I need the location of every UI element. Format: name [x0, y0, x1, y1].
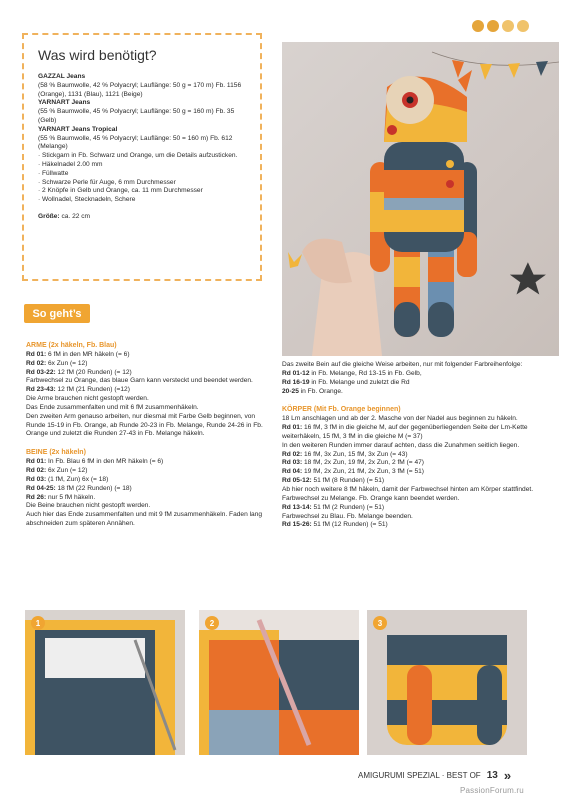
row-number: Rd 13-14:	[282, 503, 312, 511]
row-number: 20-25	[282, 387, 299, 395]
instruction-text: Farbwechsel zu Blau. Fb. Melange beenden.	[282, 512, 413, 520]
material-item: · Häkelnadel 2.00 mm	[38, 160, 103, 168]
materials-box	[22, 33, 262, 281]
row-instruction	[282, 424, 537, 442]
step-photo-1	[25, 610, 185, 755]
row-text: 51 fM (12 Runden) (= 51)	[311, 521, 388, 529]
row-text: 6x Zun (= 12)	[46, 466, 88, 474]
row-text: in Fb. Melange und zuletzt die Rd	[309, 378, 410, 386]
instruction-text: Die Arme brauchen nicht gestopft werden.	[26, 395, 149, 403]
page-number: 13	[486, 770, 498, 781]
row-instruction	[282, 504, 537, 513]
step-photo-3	[367, 610, 527, 755]
section-heading-legs: BEINE (2x häkeln)	[26, 449, 86, 457]
row-instruction	[282, 468, 537, 477]
row-instruction	[282, 388, 537, 397]
row-number: Rd 16-19	[282, 378, 310, 386]
row-instruction	[282, 521, 537, 530]
row-text: 18 fM (22 Runden) (= 18)	[55, 484, 132, 492]
row-instruction	[26, 351, 274, 360]
row-text: 18 fM, 2x Zun, 19 fM, 2x Zun, 2 fM (= 47)	[302, 459, 425, 467]
instruction-text: Das zweite Bein auf die gleiche Weise arbeiten, nur mit folgender Farbreihenfolge:	[282, 361, 523, 368]
material-item: · Stickgarn in Fb. Schwarz und Orange, um die Details aufzusticken.	[38, 152, 238, 160]
row-instruction	[26, 386, 274, 395]
row-text: 6x Zun (= 12)	[46, 359, 88, 367]
step-badge: 1	[31, 616, 45, 630]
row-number: Rd 26:	[26, 493, 47, 501]
main-photo	[282, 42, 559, 356]
chapter-dot	[502, 20, 514, 32]
row-number: Rd 04-25:	[26, 484, 56, 492]
chapter-dot	[472, 20, 484, 32]
yarn-desc: (58 % Baumwolle, 42 % Polyacryl; Lauflänge: 50 g = 170 m) Fb. 1156 (Orange), 1131 (Blau), 1121 (Beige)	[38, 81, 242, 98]
material-item: · Wollnadel, Stecknadeln, Schere	[38, 196, 136, 204]
row-number: Rd 01:	[26, 458, 47, 466]
row-instruction	[282, 459, 537, 468]
material-item: · Füllwatte	[38, 169, 69, 177]
next-arrow-icon[interactable]: »	[503, 768, 512, 783]
material-item: · 2 Knöpfe in Gelb und Orange, ca. 11 mm Durchmesser	[38, 187, 203, 195]
row-instruction	[282, 379, 537, 388]
section-heading-arms: ARME (2x häkeln, Fb. Blau)	[26, 342, 117, 349]
row-number: Rd 01-12	[282, 369, 310, 377]
row-instruction	[26, 476, 274, 485]
step-3-illustration	[367, 610, 527, 755]
row-number: Rd 01:	[26, 350, 47, 358]
row-instruction	[282, 370, 537, 379]
chapter-dot	[487, 20, 499, 32]
chapter-dot	[517, 20, 529, 32]
yarn-desc: (55 % Baumwolle, 45 % Polyacryl; Lauflänge: 50 g = 160 m) Fb. 35 (Gelb)	[38, 108, 235, 124]
row-text: 19 fM, 2x Zun, 21 fM, 2x Zun, 3 fM (= 51)	[302, 468, 425, 476]
row-number: Rd 02:	[26, 466, 47, 474]
step-photo-2	[199, 610, 359, 755]
row-number: Rd 02:	[282, 450, 303, 458]
row-number: Rd 03:	[282, 459, 303, 467]
row-number: Rd 03-22:	[26, 368, 56, 376]
instruction-text: Das Ende zusammenfalten und mit 6 fM zusammenhäkeln.	[26, 403, 199, 411]
row-text: 6 fM in den MR häkeln (= 6)	[46, 350, 130, 358]
yarn-name: GAZZAL Jeans	[38, 73, 86, 80]
row-text: 16 fM, 3 fM in die gleiche M, auf der gegenüberliegenden Seite der Lm-Kette weiterhäkeln, 15 fM, 3 fM in die gleiche M (= 37)	[282, 424, 528, 440]
chapter-dots	[472, 20, 529, 32]
row-text: (1 fM, Zun) 6x (= 18)	[46, 475, 109, 483]
row-number: Rd 15-26:	[282, 521, 312, 529]
size-label: Größe:	[38, 212, 60, 220]
instruction-text: Ab hier noch weitere 8 fM häkeln, damit der Farbwechsel hinten am Körper stattfindet. Farbwechsel zu Melange. Fb. Orange kann beendet werden.	[282, 485, 534, 502]
row-text: nur 5 fM häkeln.	[46, 493, 96, 501]
row-instruction	[26, 458, 274, 467]
row-instruction	[26, 360, 274, 369]
row-instruction	[282, 451, 537, 460]
yarn-name: YARNART Jeans	[38, 99, 91, 107]
row-instruction	[26, 494, 274, 503]
row-text: in Fb. Orange.	[298, 387, 343, 395]
instructions-column-2	[282, 361, 537, 530]
step-2-illustration	[199, 610, 359, 755]
row-number: Rd 23-43:	[26, 386, 56, 394]
howto-label: So geht’s	[24, 304, 90, 323]
step-1-illustration	[25, 610, 185, 755]
row-number: Rd 05-12:	[282, 477, 312, 485]
row-text: 12 fM (21 Runden) (=12)	[55, 386, 130, 394]
row-text: In Fb. Blau 6 fM in den MR häkeln (= 6)	[46, 458, 164, 466]
size-line	[38, 213, 246, 222]
instruction-text: Den zweiten Arm genauso arbeiten, nur diesmal mit Farbe Gelb beginnen, von Runde 15-19 in Fb. Orange, ab Runde 20-23 in Fb. Melange, Runde 24-26 in Fb. Orange und zuletzt die Runden 27-43 in Fb. Melange häkeln.	[26, 412, 263, 438]
row-text: 12 fM (20 Runden) (= 12)	[55, 368, 132, 376]
instruction-text: In den weiteren Runden immer darauf achten, dass die Zunahmen seitlich liegen.	[282, 441, 520, 449]
amigurumi-illustration	[282, 42, 559, 356]
page-footer	[358, 768, 511, 783]
row-instruction	[282, 477, 537, 486]
instruction-text: Die Beine brauchen nicht gestopft werden.	[26, 502, 151, 510]
instruction-text: Farbwechsel zu Orange, das blaue Garn kann versteckt und beendet werden.	[26, 377, 253, 385]
row-instruction	[26, 485, 274, 494]
row-text: 51 fM (8 Runden) (= 51)	[311, 477, 385, 485]
row-number: Rd 04:	[282, 468, 303, 476]
row-instruction	[26, 467, 274, 476]
yarn-name: YARNART Jeans Tropical	[38, 125, 118, 133]
material-item: · Schwarze Perle für Auge, 6 mm Durchmesser	[38, 178, 176, 186]
row-number: Rd 02:	[26, 359, 47, 367]
footer-label: AMIGURUMI SPEZIAL · BEST OF	[358, 771, 481, 780]
row-text: 51 fM (2 Runden) (= 51)	[311, 503, 385, 511]
row-number: Rd 01:	[282, 424, 303, 432]
watermark: PassionForum.ru	[460, 786, 524, 795]
instructions-column-1	[26, 340, 274, 529]
instruction-text: Auch hier das Ende zusammenfalten und mit 9 fM zusammenhäkeln. Faden lang abschneiden zum späteren Annähen.	[26, 511, 263, 528]
materials-title: Was wird benötigt?	[38, 47, 157, 63]
row-number: Rd 03:	[26, 475, 47, 483]
instruction-text: 18 Lm anschlagen und ab der 2. Masche von der Nadel aus beginnen zu häkeln.	[282, 415, 518, 423]
section-heading-body: KÖRPER (Mit Fb. Orange beginnen)	[282, 406, 401, 414]
row-text: 16 fM, 3x Zun, 15 fM, 3x Zun (= 43)	[302, 450, 408, 458]
row-instruction	[26, 369, 274, 378]
step-badge: 2	[205, 616, 219, 630]
step-badge: 3	[373, 616, 387, 630]
row-text: in Fb. Melange, Rd 13-15 in Fb. Gelb,	[309, 369, 422, 377]
size-value: ca. 22 cm	[59, 212, 91, 220]
yarn-desc: (55 % Baumwolle, 45 % Polyacryl; Lauflänge: 50 = 160 m) Fb. 612 (Melange)	[38, 134, 233, 151]
